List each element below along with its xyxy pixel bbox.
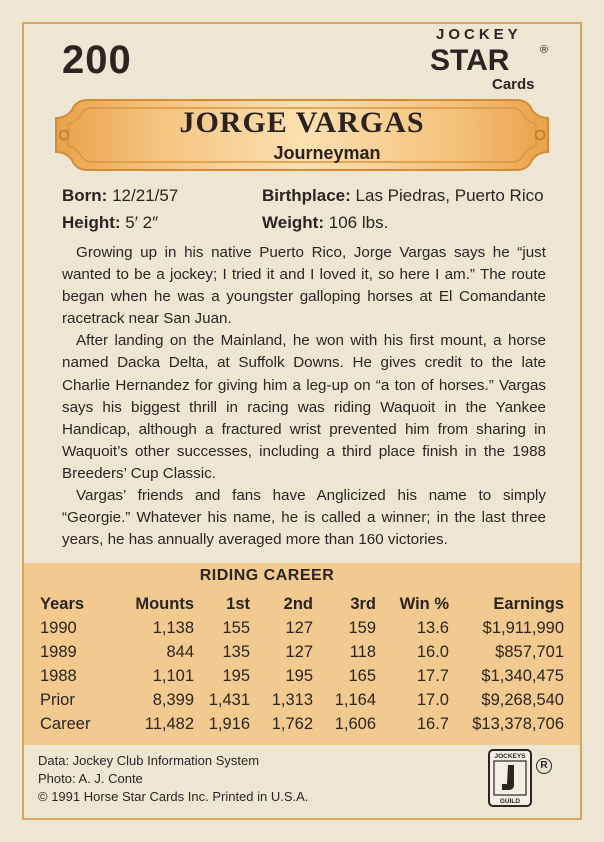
born-value: 12/21/57 xyxy=(112,186,179,205)
story-paragraph: Vargas’ friends and fans have Anglicized his name to simply “Georgie.” Whatever his name, he is called a winner; in the last three years, he has annually averaged more than 160 victories. xyxy=(62,487,546,549)
born-row xyxy=(62,186,178,206)
cell-earnings: $9,268,540 xyxy=(481,690,564,709)
birthplace-value: Las Piedras, Puerto Rico xyxy=(355,186,544,205)
cell-first: 1,431 xyxy=(208,690,250,709)
registered-mark: ® xyxy=(540,44,549,56)
cell-first: 155 xyxy=(222,618,250,637)
height-label: Height: xyxy=(62,213,121,232)
column-header-first: 1st xyxy=(226,594,250,613)
card-number: 200 xyxy=(62,38,132,82)
cell-year: Career xyxy=(40,714,91,733)
column-header-mounts: Mounts xyxy=(135,594,194,613)
cell-win-pct: 16.7 xyxy=(416,714,449,733)
column-header-years: Years xyxy=(40,594,85,613)
cell-mounts: 844 xyxy=(166,642,194,661)
jockey-star-logo xyxy=(430,26,560,96)
cell-third: 165 xyxy=(348,666,376,685)
height-value: 5′ 2″ xyxy=(125,213,159,232)
story-paragraph: After landing on the Mainland, he won with his first mount, a horse named Dacka Delta, at Suffolk Downs. He gives credit to the late Charlie Hernandez for giving him a leg-up on “a ton of horses.” Vargas says his biggest thrill in racing was riding Waquoit in the Yankee Handicap, although a fractured wrist prevented him from sharing in Waquoit’s other successes, including a third place finish in the 1988 Breeders’ Cup Classic. xyxy=(62,332,546,482)
table-row xyxy=(40,688,564,712)
riding-career-panel xyxy=(24,563,580,745)
born-label: Born: xyxy=(62,186,108,205)
cell-year: 1988 xyxy=(40,666,77,685)
cell-year: 1990 xyxy=(40,618,77,637)
data-credit: Data: Jockey Club Information System xyxy=(38,753,260,768)
photo-credit: Photo: A. J. Conte xyxy=(38,771,143,786)
guild-registered-mark: R xyxy=(536,758,552,774)
logo-line-star: STAR xyxy=(430,44,510,77)
cell-win-pct: 13.6 xyxy=(416,618,449,637)
column-header-third: 3rd xyxy=(350,594,376,613)
column-header-win-pct: Win % xyxy=(399,594,449,613)
cell-second: 1,313 xyxy=(271,690,313,709)
logo-line-jockey: JOCKEY xyxy=(436,26,522,43)
name-banner xyxy=(48,96,556,174)
cell-mounts: 1,138 xyxy=(152,618,194,637)
cell-first: 135 xyxy=(222,642,250,661)
guild-badge-icon xyxy=(486,748,534,808)
table-row xyxy=(40,640,564,664)
column-header-second: 2nd xyxy=(283,594,313,613)
cell-earnings: $13,378,706 xyxy=(472,714,564,733)
cell-earnings: $1,911,990 xyxy=(482,618,564,637)
cell-win-pct: 16.0 xyxy=(416,642,449,661)
cell-year: Prior xyxy=(40,690,75,709)
riding-career-title: RIDING CAREER xyxy=(199,567,335,584)
jockeys-guild-logo-icon xyxy=(486,748,562,808)
weight-label: Weight: xyxy=(262,213,325,232)
cell-first: 195 xyxy=(222,666,250,685)
birthplace-row xyxy=(262,186,544,206)
cell-mounts: 8,399 xyxy=(152,690,194,709)
cell-third: 1,606 xyxy=(334,714,376,733)
player-name: JORGE VARGAS xyxy=(179,106,425,139)
cell-third: 118 xyxy=(349,642,376,661)
cell-win-pct: 17.0 xyxy=(416,690,449,709)
cell-third: 159 xyxy=(348,618,376,637)
cell-earnings: $857,701 xyxy=(495,642,564,661)
cell-second: 127 xyxy=(285,642,313,661)
copyright-line: © 1991 Horse Star Cards Inc. Printed in U.S.A. xyxy=(38,789,309,804)
riding-career-table xyxy=(40,592,564,736)
guild-top-text: JOCKEYS xyxy=(494,753,526,760)
guild-bottom-text: GUILD xyxy=(499,798,521,805)
cell-mounts: 11,482 xyxy=(144,714,194,733)
biography-text xyxy=(62,242,546,551)
cell-second: 1,762 xyxy=(271,714,313,733)
player-role: Journeyman xyxy=(273,143,381,163)
table-row xyxy=(40,712,564,736)
cell-year: 1989 xyxy=(40,642,77,661)
card-footer xyxy=(38,752,308,806)
cell-third: 1,164 xyxy=(334,690,376,709)
cell-second: 127 xyxy=(285,618,313,637)
cell-second: 195 xyxy=(285,666,313,685)
cell-mounts: 1,101 xyxy=(152,666,194,685)
table-row xyxy=(40,616,564,640)
table-row xyxy=(40,664,564,688)
logo-line-cards: Cards xyxy=(492,76,535,93)
height-row xyxy=(62,213,158,233)
cell-earnings: $1,340,475 xyxy=(481,666,564,685)
weight-value: 106 lbs. xyxy=(328,213,389,232)
birthplace-label: Birthplace: xyxy=(262,186,351,205)
column-header-earnings: Earnings xyxy=(493,594,564,613)
cell-first: 1,916 xyxy=(208,714,250,733)
story-paragraph: Growing up in his native Puerto Rico, Jorge Vargas says he “just wanted to be a jockey; I tried it and I loved it, so here I am.” The route began when he was a youngster galloping horses at El Comandante racetrack near San Juan. xyxy=(62,244,546,328)
table-header-row xyxy=(40,592,564,616)
cell-win-pct: 17.7 xyxy=(416,666,449,685)
weight-row xyxy=(262,213,388,233)
